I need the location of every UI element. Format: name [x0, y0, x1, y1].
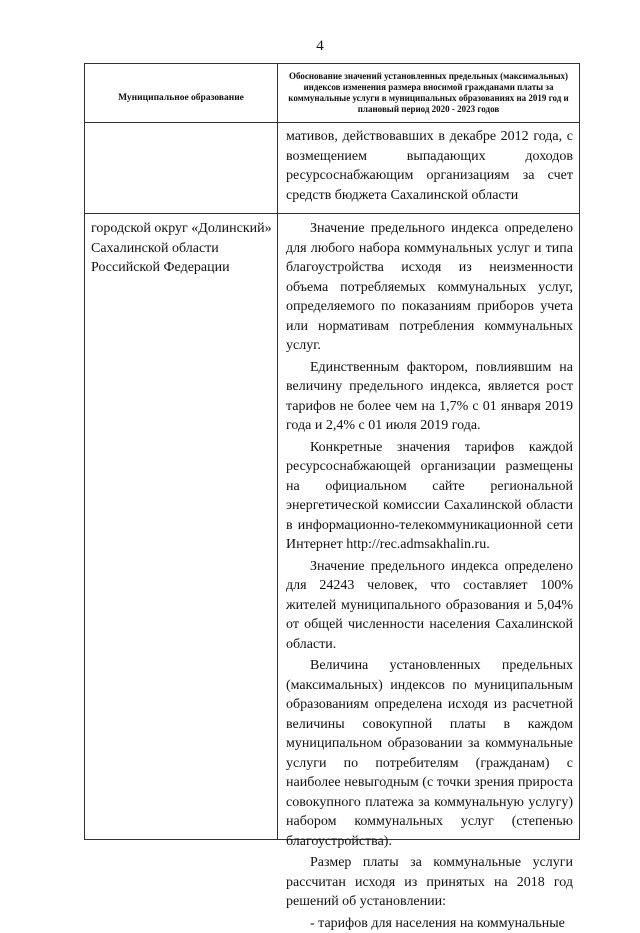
justification-cell: [278, 214, 580, 840]
paragraph: - тарифов для населения на коммунальные: [286, 914, 573, 933]
table-row: [85, 123, 580, 214]
continuation-text: мативов, действовавших в декабре 2012 года, с возмещением выпадающих доходов ресурсоснабжающим организациям за счет средств бюджета Сахалинской области: [286, 127, 573, 205]
empty-municipality-cell: [85, 123, 278, 214]
municipality-name: городской округ «Долинский» Сахалинской области Российской Федерации: [85, 214, 277, 278]
justification-table: [84, 63, 580, 840]
table-header-row: [85, 64, 580, 123]
paragraph: Значение предельного индекса определено для любого набора коммунальных услуг и типа благоустройства исходя из неизменности объема потребляемых коммунальных услуг, определяемого по показаниям приборов учета или нормативам потребления коммунальных услуг.: [286, 219, 573, 356]
paragraph: Значение предельного индекса определено для 24243 человек, что составляет 100% жителей муниципального образования и 5,04% от общей численности населения Сахалинской области.: [286, 557, 573, 655]
paragraph: Размер платы за коммунальные услуги рассчитан исходя из принятых на 2018 год решений об установлении:: [286, 853, 573, 912]
header-cell-justification: [278, 64, 580, 123]
paragraph: Конкретные значения тарифов каждой ресурсоснабжающей организации размещены на официальном сайте региональной энергетической комиссии Сахалинской области в информационно-телекоммуникационной сети Интернет http://rec.admsakhalin.ru.: [286, 438, 573, 555]
paragraph: Единственным фактором, повлиявшим на величину предельного индекса, является рост тарифов не более чем на 1,7% с 01 января 2019 года и 2,4% с 01 июля 2019 года.: [286, 358, 573, 436]
header-municipality: Муниципальное образование: [85, 83, 277, 103]
header-cell-municipality: [85, 64, 278, 123]
paragraph: Величина установленных предельных (максимальных) индексов по муниципальным образованиям определена исходя из расчетной величины совокупной платы в каждом муниципальном образовании за коммунальные услуги по потребителям (гражданам) с наиболее невыгодным (с точки зрения прироста совокупного платежа за коммунальную услугу) набором коммунальных услуг (степенью благоустройства).: [286, 656, 573, 851]
table-row: [85, 214, 580, 840]
header-justification: Обоснование значений установленных предельных (максимальных) индексов изменения размера вносимой гражданами платы за коммунальные услуги в муниципальных образованиях на 2019 год и плановый период 2020 - 2023 годов: [278, 69, 579, 117]
page-number: 4: [0, 38, 640, 55]
municipality-cell: [85, 214, 278, 840]
continuation-cell: [278, 123, 580, 214]
